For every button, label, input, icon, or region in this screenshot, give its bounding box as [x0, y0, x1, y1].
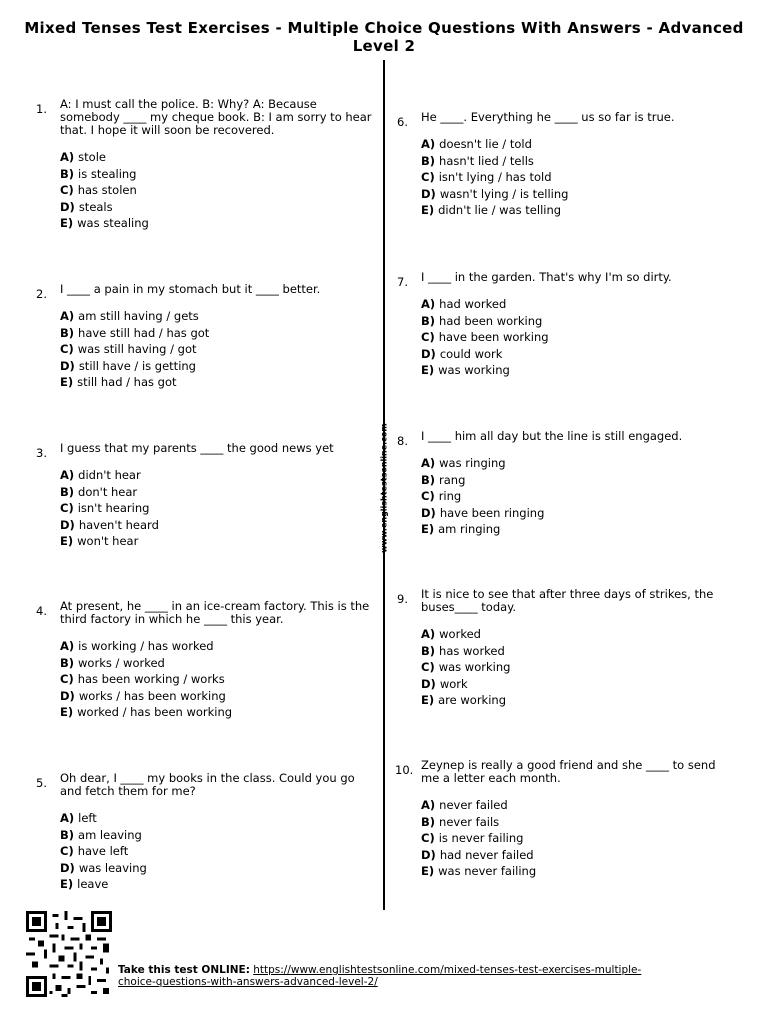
- option-letter: C): [421, 660, 435, 674]
- option-text: has been working / works: [77, 672, 225, 686]
- answer-option[interactable]: [421, 830, 726, 847]
- answer-option[interactable]: [421, 863, 726, 880]
- option-letter: D): [421, 676, 436, 691]
- option-letter: C): [421, 489, 435, 503]
- answer-option[interactable]: [60, 166, 378, 183]
- answer-option[interactable]: [421, 346, 726, 363]
- option-letter: D): [421, 505, 436, 520]
- question-number: 7.: [397, 275, 408, 289]
- option-text: had never failed: [439, 847, 534, 862]
- option-letter: D): [60, 517, 75, 532]
- answer-option[interactable]: [421, 488, 726, 505]
- option-text: still have / is getting: [78, 358, 196, 373]
- answer-option[interactable]: [60, 467, 378, 484]
- question-7: [397, 270, 726, 379]
- page-title: Mixed Tenses Test Exercises - Multiple Choice Questions With Answers - Advanced Level 2: [24, 19, 744, 55]
- option-text: am ringing: [438, 522, 501, 536]
- option-text: never fails: [439, 814, 500, 829]
- answer-option[interactable]: [421, 362, 726, 379]
- question-stem: I ____ a pain in my stomach but it ____ better.: [60, 282, 321, 296]
- question-4: [36, 599, 378, 721]
- question-number: 4.: [36, 604, 47, 618]
- option-text: was ringing: [439, 456, 506, 470]
- option-letter: C): [421, 330, 435, 344]
- answer-option[interactable]: [60, 308, 378, 325]
- answer-option[interactable]: [421, 505, 726, 522]
- vertical-site-text: www.englishtestsonline.com: [379, 423, 389, 553]
- option-text: doesn't lie / told: [439, 137, 532, 151]
- footer-label: Take this test ONLINE:: [118, 964, 250, 976]
- option-text: is stealing: [78, 166, 137, 181]
- answer-option[interactable]: [421, 153, 726, 170]
- answer-option[interactable]: [421, 797, 726, 814]
- question-number: 3.: [36, 446, 47, 460]
- answer-option[interactable]: [421, 814, 726, 831]
- answer-option[interactable]: [421, 676, 726, 693]
- question-stem: Zeynep is really a good friend and she ____ to send me a letter each month.: [421, 758, 716, 785]
- answer-option[interactable]: [60, 358, 378, 375]
- question-number: 9.: [397, 592, 408, 606]
- question-number: 1.: [36, 102, 47, 116]
- option-text: won't hear: [77, 534, 139, 548]
- option-text: don't hear: [78, 484, 138, 499]
- qr-code: [24, 911, 114, 997]
- option-letter: D): [421, 186, 436, 201]
- option-letter: B): [421, 814, 436, 829]
- question-number: 2.: [36, 287, 47, 301]
- answer-option[interactable]: [60, 655, 378, 672]
- option-letter: E): [421, 522, 435, 536]
- option-letter: A): [60, 468, 75, 482]
- option-letter: B): [421, 472, 436, 487]
- answer-option[interactable]: [421, 472, 726, 489]
- answer-option[interactable]: [60, 810, 378, 827]
- option-text: didn't hear: [78, 468, 141, 482]
- option-letter: C): [60, 183, 74, 197]
- question-9: [397, 587, 726, 709]
- option-text: steals: [78, 199, 113, 214]
- option-letter: E): [421, 363, 435, 377]
- option-letter: B): [60, 655, 75, 670]
- option-letter: D): [60, 860, 75, 875]
- option-text: works / has been working: [78, 688, 226, 703]
- option-text: was working: [438, 660, 511, 674]
- option-letter: D): [60, 199, 75, 214]
- question-number: 6.: [397, 115, 408, 129]
- option-letter: A): [60, 309, 75, 323]
- option-letter: C): [421, 831, 435, 845]
- option-text: was working: [438, 363, 510, 377]
- question-number: 5.: [36, 776, 47, 790]
- option-text: work: [439, 676, 468, 691]
- option-text: worked / has been working: [77, 705, 233, 719]
- footer-link-block: [118, 964, 678, 988]
- option-text: stole: [78, 150, 106, 164]
- option-text: was still having / got: [77, 342, 197, 356]
- question-number: 10.: [395, 763, 414, 777]
- question-stem: Oh dear, I ____ my books in the class. Could you go and fetch them for me?: [60, 771, 355, 798]
- answer-option[interactable]: [60, 149, 378, 166]
- answer-option[interactable]: [60, 843, 378, 860]
- question-stem: He ____. Everything he ____ us so far is true.: [421, 110, 675, 124]
- option-text: works / worked: [78, 655, 165, 670]
- answer-option[interactable]: [421, 186, 726, 203]
- option-letter: A): [60, 150, 75, 164]
- option-text: was leaving: [78, 860, 147, 875]
- option-letter: D): [421, 346, 436, 361]
- option-letter: E): [60, 216, 74, 230]
- option-letter: B): [60, 166, 75, 181]
- option-letter: B): [60, 827, 75, 842]
- option-letter: E): [60, 877, 74, 891]
- answer-option[interactable]: [60, 876, 378, 893]
- option-text: had worked: [439, 297, 507, 311]
- answer-option[interactable]: [421, 659, 726, 676]
- answer-option[interactable]: [421, 313, 726, 330]
- option-text: am still having / gets: [78, 309, 199, 323]
- option-letter: C): [60, 342, 74, 356]
- option-text: haven't heard: [78, 517, 159, 532]
- option-letter: B): [421, 643, 436, 658]
- option-text: is never failing: [438, 831, 524, 845]
- option-letter: C): [60, 501, 74, 515]
- question-stem: At present, he ____ in an ice-cream factory. This is the third factory in which he ____ this year.: [60, 599, 370, 626]
- answer-option[interactable]: [60, 688, 378, 705]
- option-text: has stolen: [77, 183, 137, 197]
- option-text: has worked: [439, 643, 505, 658]
- option-text: was never failing: [438, 864, 537, 878]
- question-6: [397, 110, 726, 219]
- answer-option[interactable]: [421, 626, 726, 643]
- option-text: was stealing: [77, 216, 149, 230]
- option-letter: C): [60, 672, 74, 686]
- answer-option[interactable]: [60, 325, 378, 342]
- option-letter: E): [421, 864, 435, 878]
- option-text: wasn't lying / is telling: [439, 186, 569, 201]
- option-text: had been working: [439, 313, 543, 328]
- option-letter: E): [60, 705, 74, 719]
- answer-option[interactable]: [60, 199, 378, 216]
- answer-option[interactable]: [60, 215, 378, 232]
- question-2: [36, 282, 378, 391]
- option-letter: A): [421, 297, 436, 311]
- answer-option[interactable]: [421, 455, 726, 472]
- question-stem: It is nice to see that after three days of strikes, the buses____ today.: [421, 587, 714, 614]
- option-text: didn't lie / was telling: [438, 203, 562, 217]
- question-5: [36, 771, 378, 893]
- option-text: left: [78, 811, 97, 825]
- answer-option[interactable]: [60, 671, 378, 688]
- option-text: have still had / has got: [78, 325, 210, 340]
- answer-option[interactable]: [421, 329, 726, 346]
- question-10: [395, 758, 726, 880]
- option-text: isn't hearing: [77, 501, 150, 515]
- option-text: have left: [77, 844, 129, 858]
- answer-option[interactable]: [60, 704, 378, 721]
- option-letter: E): [60, 375, 74, 389]
- question-stem: I guess that my parents ____ the good news yet: [60, 441, 334, 455]
- answer-option[interactable]: [421, 169, 726, 186]
- answer-option[interactable]: [60, 517, 378, 534]
- option-letter: C): [421, 170, 435, 184]
- answer-option[interactable]: [421, 296, 726, 313]
- answer-option[interactable]: [60, 182, 378, 199]
- option-letter: E): [421, 693, 435, 707]
- answer-option[interactable]: [60, 484, 378, 501]
- option-text: rang: [439, 472, 466, 487]
- option-letter: C): [60, 844, 74, 858]
- option-letter: E): [60, 534, 74, 548]
- option-letter: D): [60, 688, 75, 703]
- option-text: hasn't lied / tells: [439, 153, 534, 168]
- answer-option[interactable]: [421, 202, 726, 219]
- option-text: still had / has got: [77, 375, 177, 389]
- option-letter: B): [60, 325, 75, 340]
- question-number: 8.: [397, 434, 408, 448]
- answer-option[interactable]: [60, 341, 378, 358]
- option-text: isn't lying / has told: [438, 170, 552, 184]
- option-letter: D): [421, 847, 436, 862]
- option-letter: A): [421, 798, 436, 812]
- option-letter: E): [421, 203, 435, 217]
- answer-option[interactable]: [421, 692, 726, 709]
- answer-option[interactable]: [60, 500, 378, 517]
- option-text: never failed: [439, 798, 508, 812]
- answer-option[interactable]: [421, 847, 726, 864]
- answer-option[interactable]: [60, 533, 378, 550]
- answer-option[interactable]: [60, 374, 378, 391]
- question-8: [397, 429, 726, 538]
- question-stem: A: I must call the police. B: Why? A: Because somebody ____ my cheque book. B: I am sorry to hear that. I hope it will soon be recovered.: [60, 97, 372, 137]
- option-letter: A): [421, 456, 436, 470]
- answer-option[interactable]: [60, 638, 378, 655]
- option-letter: A): [421, 627, 436, 641]
- option-text: have been ringing: [439, 505, 545, 520]
- option-text: ring: [438, 489, 462, 503]
- option-text: am leaving: [78, 827, 142, 842]
- option-text: could work: [439, 346, 503, 361]
- answer-option[interactable]: [421, 136, 726, 153]
- footer-url-link[interactable]: https://www.englishtestsonline.com/mixed-tenses-test-exercises-multiple-choice-questions-with-answers-advanced-level-2/: [118, 964, 642, 988]
- answer-option[interactable]: [421, 643, 726, 660]
- answer-option[interactable]: [421, 521, 726, 538]
- question-stem: I ____ in the garden. That's why I'm so dirty.: [421, 270, 672, 284]
- option-letter: A): [60, 811, 75, 825]
- option-text: is working / has worked: [78, 639, 214, 653]
- option-letter: D): [60, 358, 75, 373]
- question-1: [36, 97, 378, 232]
- option-text: worked: [439, 627, 481, 641]
- option-letter: A): [60, 639, 75, 653]
- answer-option[interactable]: [60, 827, 378, 844]
- option-letter: B): [60, 484, 75, 499]
- question-3: [36, 441, 378, 550]
- option-letter: B): [421, 153, 436, 168]
- question-stem: I ____ him all day but the line is still engaged.: [421, 429, 683, 443]
- option-letter: A): [421, 137, 436, 151]
- option-letter: B): [421, 313, 436, 328]
- option-text: are working: [438, 693, 506, 707]
- answer-option[interactable]: [60, 860, 378, 877]
- option-text: have been working: [438, 330, 549, 344]
- option-text: leave: [77, 877, 109, 891]
